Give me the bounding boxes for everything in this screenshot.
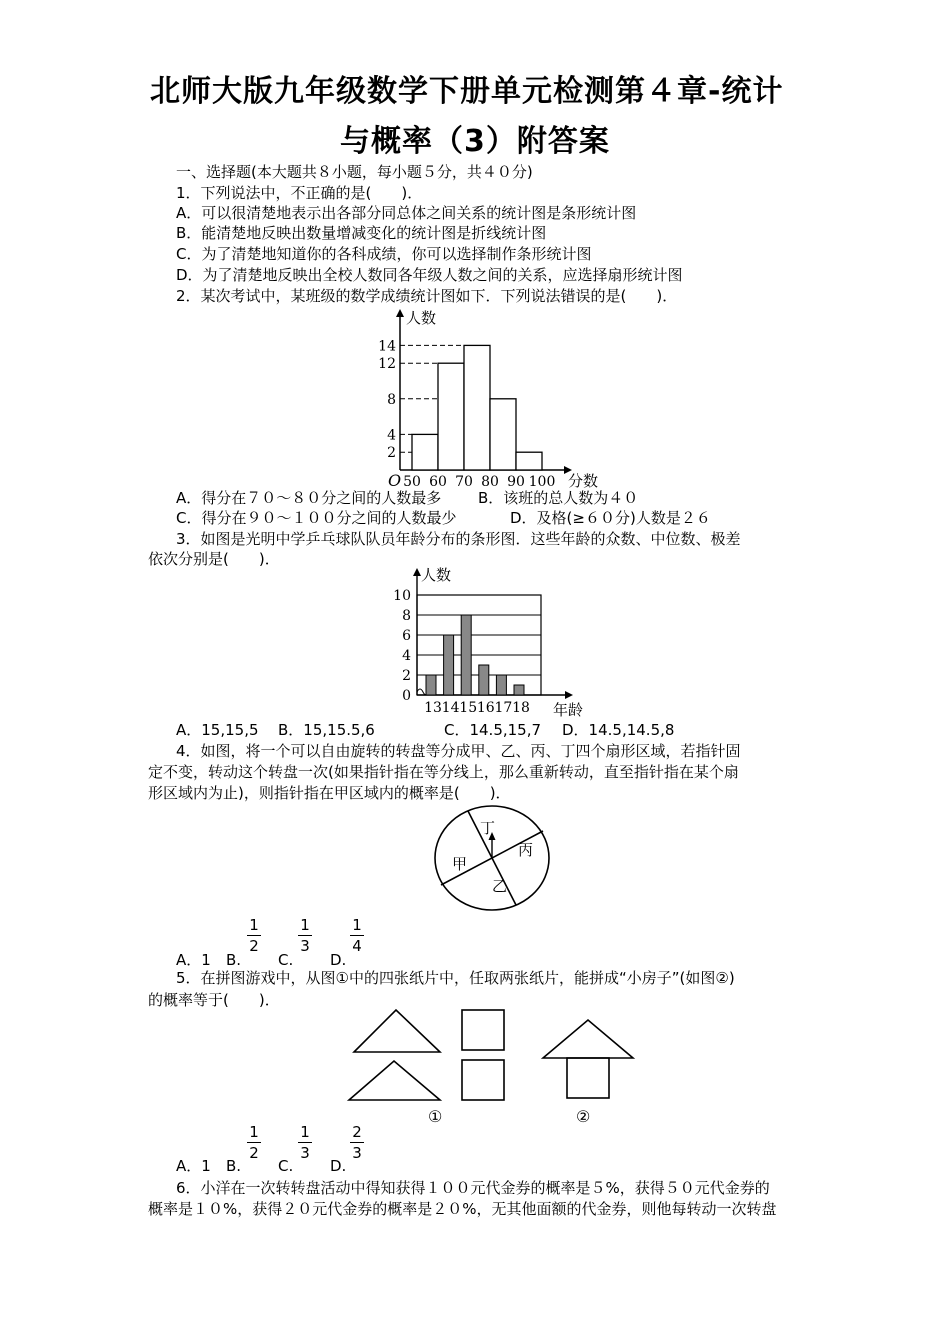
q3-option-d: D．14.5,14.5,8 <box>562 721 675 739</box>
y-tick-label: 12 <box>378 356 396 373</box>
q5-stem-line2: 的概率等于( )． <box>148 991 280 1009</box>
sector-jia: 甲 <box>452 855 468 873</box>
q1-option-b: B．能清楚地反映出数量增减变化的统计图是折线统计图 <box>176 224 547 242</box>
q4-stem-line2: 定不变，转动这个转盘一次(如果指针指在等分线上，那么重新转动，直至指针指在某个扇 <box>148 763 739 781</box>
triangle-piece-1 <box>354 1010 440 1052</box>
fraction-numerator: 2 <box>352 1123 362 1141</box>
q2-stem: 2．某次考试中，某班级的数学成绩统计图如下．下列说法错误的是( )． <box>176 287 678 305</box>
fraction-denominator: 2 <box>249 1144 259 1162</box>
q1-option-d: D．为了清楚地反映出全校人数同各年级人数之间的关系，应选择扇形统计图 <box>176 266 683 284</box>
y-tick-label: 4 <box>387 427 396 444</box>
x-tick-label: 13 <box>424 700 442 716</box>
figure-label-1: ① <box>428 1107 443 1126</box>
fraction-denominator: 3 <box>352 1144 362 1162</box>
q4-option-c-fraction <box>298 917 312 954</box>
y-tick-label: 6 <box>402 628 411 644</box>
q2-option-d: D．及格(≥６０分)人数是２６ <box>510 509 711 527</box>
age-bar <box>496 675 506 695</box>
q5-option-d-fraction <box>350 1124 364 1161</box>
puzzle-figure <box>340 1005 640 1130</box>
q5-option-c-fraction <box>298 1124 312 1161</box>
q4-option-d-label: D. <box>330 951 347 969</box>
origin-label: O <box>388 471 402 490</box>
x-tick-label: 60 <box>429 474 447 490</box>
x-tick-label: 15 <box>459 700 478 716</box>
q3-option-b: B．15,15.5,6 <box>278 721 375 739</box>
y-axis-arrow <box>413 568 421 576</box>
q1-option-c: C．为了清楚地知道你的各科成绩，你可以选择制作条形统计图 <box>176 245 592 263</box>
sector-bing: 丙 <box>518 841 534 859</box>
histogram-bar <box>490 399 516 470</box>
q4-option-b-fraction <box>247 917 261 954</box>
q6-stem-line2: 概率是１０%，获得２０元代金券的概率是２０%，无其他面额的代金券，则他每转动一次转盘 <box>148 1200 777 1218</box>
q4-option-a: A．1 <box>176 951 211 969</box>
score-histogram <box>370 305 610 490</box>
y-tick-label: 8 <box>387 391 396 408</box>
age-bar <box>514 685 524 695</box>
age-bar <box>444 635 454 695</box>
age-bar <box>426 675 436 695</box>
x-tick-label: 80 <box>481 474 499 490</box>
q6-stem-line1: 6．小洋在一次转转盘活动中得知获得１００元代金券的概率是５%，获得５０元代金券的 <box>176 1179 770 1197</box>
y-tick-label: 4 <box>402 648 411 664</box>
q2-option-b: B．该班的总人数为４０ <box>478 489 639 507</box>
q4-option-d-fraction <box>350 917 364 954</box>
fraction-numerator: 1 <box>249 1123 259 1141</box>
figure-label-2: ② <box>576 1107 591 1126</box>
q4-stem-line3: 形区域内为止)，则指针指在甲区域内的概率是( )． <box>148 784 511 802</box>
q5-stem-line1: 5．在拼图游戏中，从图①中的四张纸片中，任取两张纸片，能拼成“小房子”(如图②) <box>176 969 735 987</box>
sector-yi: 乙 <box>492 877 508 895</box>
x-tick-label: 16 <box>476 700 495 716</box>
q1-stem: 1．下列说法中，不正确的是( )． <box>176 184 423 202</box>
q5-option-a: A．1 <box>176 1157 211 1175</box>
house-body <box>567 1058 609 1098</box>
histogram-bar <box>438 363 464 470</box>
histogram-bar <box>516 452 542 470</box>
age-bar <box>479 665 489 695</box>
fraction-denominator: 4 <box>352 937 362 955</box>
q3-option-a: A．15,15,5 <box>176 721 259 739</box>
page-title-line2: 与概率（3）附答案 <box>340 124 610 159</box>
y-axis-arrow <box>396 309 404 317</box>
y-tick-label: 14 <box>378 338 396 355</box>
y-axis-label: 人数 <box>406 309 437 327</box>
q2-option-c: C．得分在９０～１００分之间的人数最少 <box>176 509 457 527</box>
q3-option-c: C．14.5,15,7 <box>444 721 542 739</box>
house-roof <box>543 1020 633 1058</box>
q5-option-d-label: D. <box>330 1157 347 1175</box>
x-tick-label: 18 <box>512 700 530 716</box>
y-tick-label: 0 <box>402 688 411 704</box>
y-tick-label: 2 <box>387 445 396 462</box>
y-tick-label: 2 <box>402 668 411 684</box>
fraction-denominator: 3 <box>300 1144 310 1162</box>
triangle-piece-2 <box>349 1061 440 1100</box>
q4-option-c-label: C. <box>278 951 294 969</box>
q2-option-a: A．得分在７０～８０分之间的人数最多 <box>176 489 442 507</box>
fraction-numerator: 1 <box>249 916 259 934</box>
x-axis-label: 分数 <box>568 472 599 490</box>
histogram-bar <box>412 434 438 470</box>
x-tick-label: 70 <box>455 474 473 490</box>
square-piece-2 <box>462 1060 504 1100</box>
page-title-line1: 北师大版九年级数学下册单元检测第４章-统计 <box>150 74 784 109</box>
sector-ding: 丁 <box>480 819 496 837</box>
q3-stem-line1: 3．如图是光明中学乒乓球队队员年龄分布的条形图．这些年龄的众数、中位数、极差 <box>176 530 741 548</box>
q4-option-b-label: B. <box>226 951 242 969</box>
x-axis-label: 年龄 <box>553 701 584 719</box>
fraction-numerator: 1 <box>300 916 310 934</box>
age-bar-chart <box>385 562 600 722</box>
q1-option-a: A．可以很清楚地表示出各部分同总体之间关系的统计图是条形统计图 <box>176 204 637 222</box>
y-tick-label: 10 <box>393 588 411 604</box>
age-bar <box>461 615 471 695</box>
histogram-bar <box>464 345 490 470</box>
fraction-denominator: 3 <box>300 937 310 955</box>
q5-option-b-label: B. <box>226 1157 242 1175</box>
x-tick-label: 90 <box>507 474 525 490</box>
y-tick-label: 8 <box>402 608 411 624</box>
square-piece-1 <box>462 1010 504 1050</box>
q4-stem-line1: 4．如图，将一个可以自由旋转的转盘等分成甲、乙、丙、丁四个扇形区域，若指针固 <box>176 742 741 760</box>
x-axis-arrow <box>565 691 573 699</box>
x-tick-label: 14 <box>441 700 460 716</box>
q5-option-b-fraction <box>247 1124 261 1161</box>
fraction-numerator: 1 <box>352 916 362 934</box>
spinner-figure <box>430 803 556 915</box>
x-tick-label: 100 <box>528 474 556 490</box>
q3-stem-line2: 依次分别是( )． <box>148 550 280 568</box>
x-tick-label: 50 <box>403 474 421 490</box>
section-heading: 一、选择题(本大题共８小题，每小题５分，共４０分) <box>176 163 533 181</box>
fraction-denominator: 2 <box>249 937 259 955</box>
x-tick-label: 17 <box>494 700 513 716</box>
q5-option-c-label: C. <box>278 1157 294 1175</box>
fraction-numerator: 1 <box>300 1123 310 1141</box>
y-axis-label: 人数 <box>421 566 452 584</box>
